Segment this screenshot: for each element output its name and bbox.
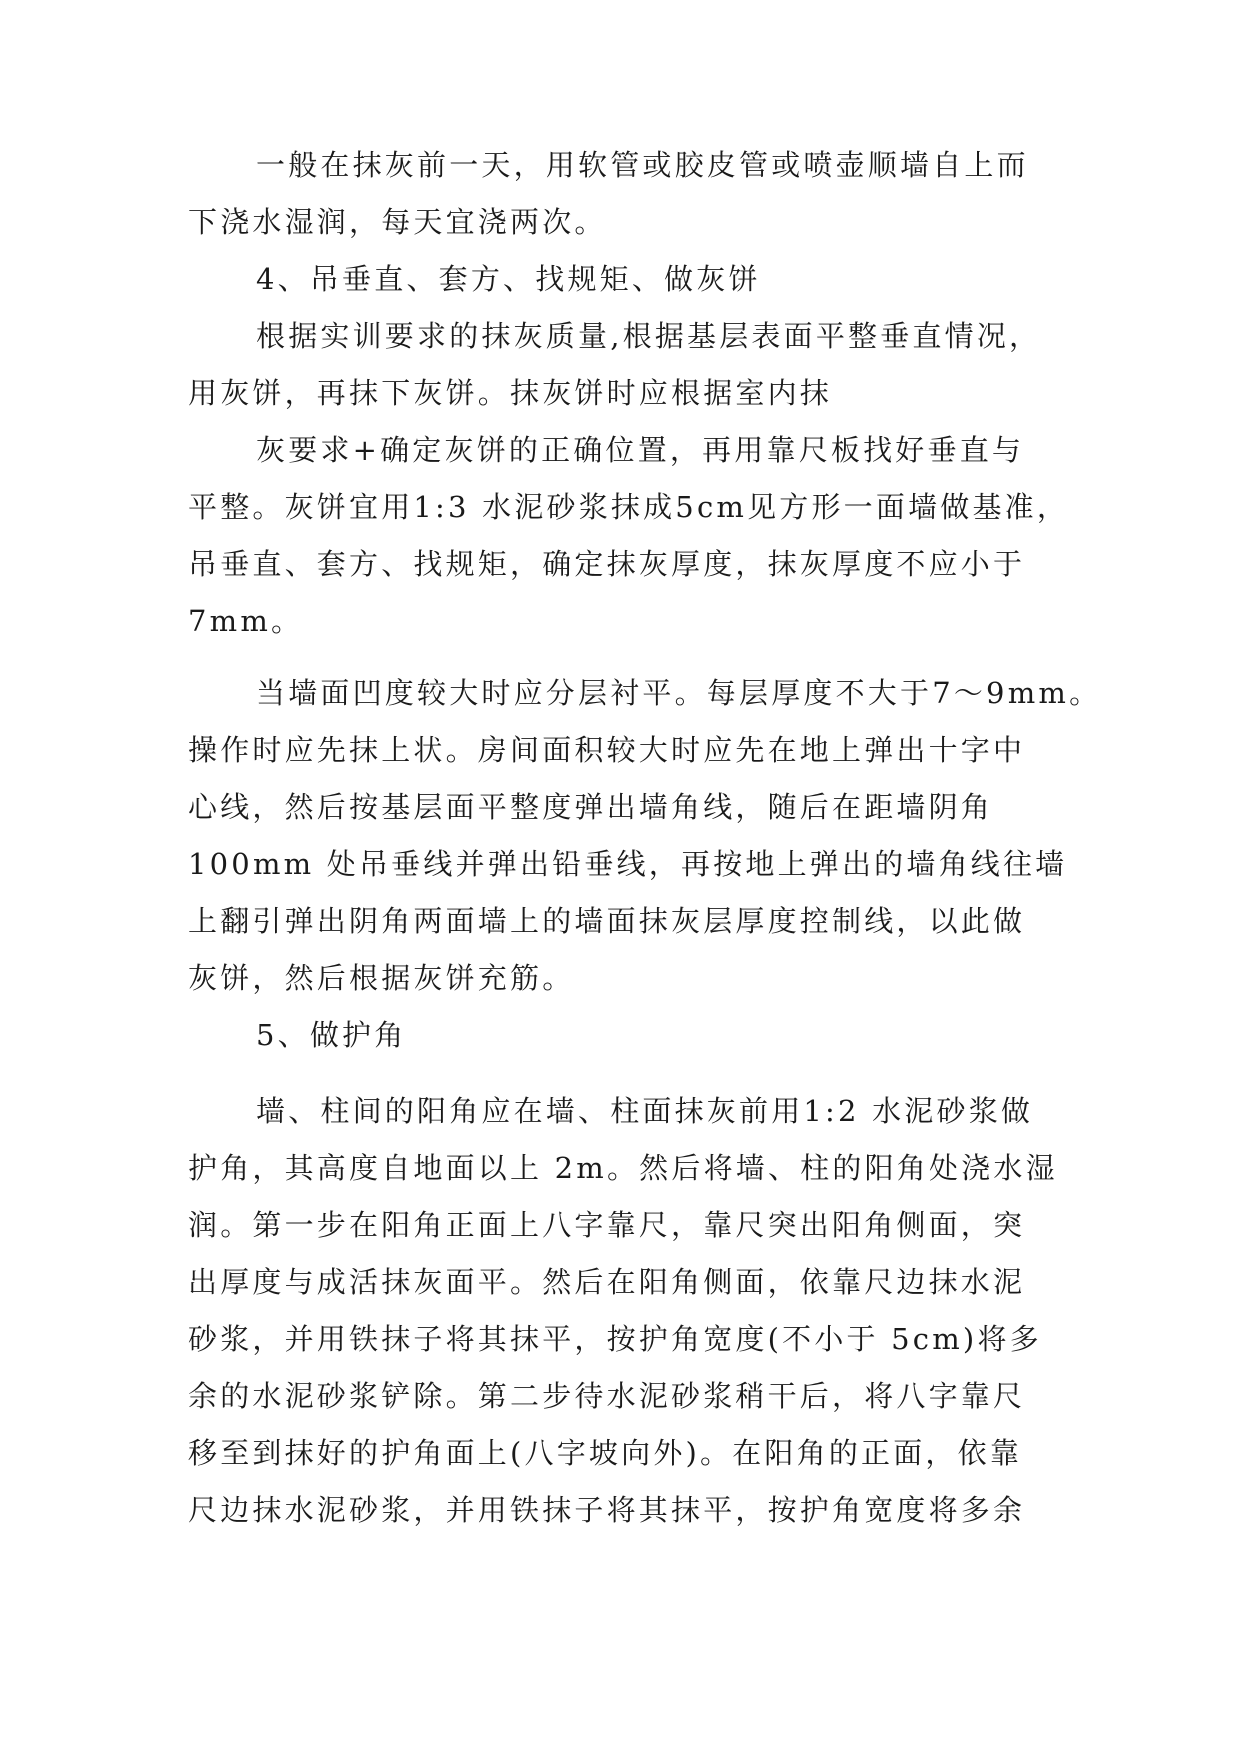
paragraph-4-line-1: 灰要求+确定灰饼的正确位置，再用靠尺板找好垂直与 [256,433,1025,467]
paragraph-5-line-3: 心线，然后按基层面平整度弹出墙角线，随后在距墙阴角 [188,790,994,824]
paragraph-1-line-2: 下浇水湿润，每天宜浇两次。 [188,205,607,239]
paragraph-4-line-2: 平整。灰饼宜用1:3 水泥砂浆抹成5cm见方形一面墙做基准， [188,490,1070,524]
paragraph-3-line-1: 根据实训要求的抹灰质量,根据基层表面平整垂直情况， [256,319,1042,353]
paragraph-7-line-2: 护角，其高度自地面以上 2m。然后将墙、柱的阳角处浇水湿 [188,1151,1058,1185]
paragraph-5-line-2: 操作时应先抹上状。房间面积较大时应先在地上弹出十字中 [188,733,1026,767]
paragraph-7-line-1: 墙、柱间的阳角应在墙、柱面抹灰前用1:2 水泥砂浆做 [256,1094,1034,1128]
paragraph-7-line-8: 尺边抹水泥砂浆，并用铁抹子将其抹平，按护角宽度将多余 [188,1493,1026,1527]
paragraph-4-line-4: 7mm。 [188,604,304,638]
paragraph-7-line-6: 余的水泥砂浆铲除。第二步待水泥砂浆稍干后，将八字靠尺 [188,1379,1026,1413]
paragraph-5-line-5: 上翻引弹出阴角两面墙上的墙面抹灰层厚度控制线，以此做 [188,904,1026,938]
paragraph-1-line-1: 一般在抹灰前一天，用软管或胶皮管或喷壶顺墙自上而 [256,148,1029,182]
paragraph-7-line-7: 移至到抹好的护角面上(八字坡向外)。在阳角的正面，依靠 [188,1436,1023,1470]
paragraph-3-line-2: 用灰饼，再抹下灰饼。抹灰饼时应根据室内抹 [188,376,833,410]
paragraph-5-line-4: 100mm 处吊垂线并弹出铅垂线，再按地上弹出的墙角线往墙 [188,847,1068,881]
paragraph-5-line-6: 灰饼，然后根据灰饼充筋。 [188,961,575,995]
section-heading-5: 5、做护角 [256,1018,407,1052]
paragraph-7-line-5: 砂浆，并用铁抹子将其抹平，按护角宽度(不小于 5cm)将多 [188,1322,1042,1356]
paragraph-7-line-4: 出厚度与成活抹灰面平。然后在阳角侧面，依靠尺边抹水泥 [188,1265,1026,1299]
paragraph-4-line-3: 吊垂直、套方、找规矩，确定抹灰厚度，抹灰厚度不应小于 [188,547,1026,581]
paragraph-7-line-3: 润。第一步在阳角正面上八字靠尺，靠尺突出阳角侧面，突 [188,1208,1026,1242]
paragraph-5-line-1: 当墙面凹度较大时应分层衬平。每层厚度不大于7～9mm。 [256,676,1102,710]
section-heading-4: 4、吊垂直、套方、找规矩、做灰饼 [256,262,761,296]
